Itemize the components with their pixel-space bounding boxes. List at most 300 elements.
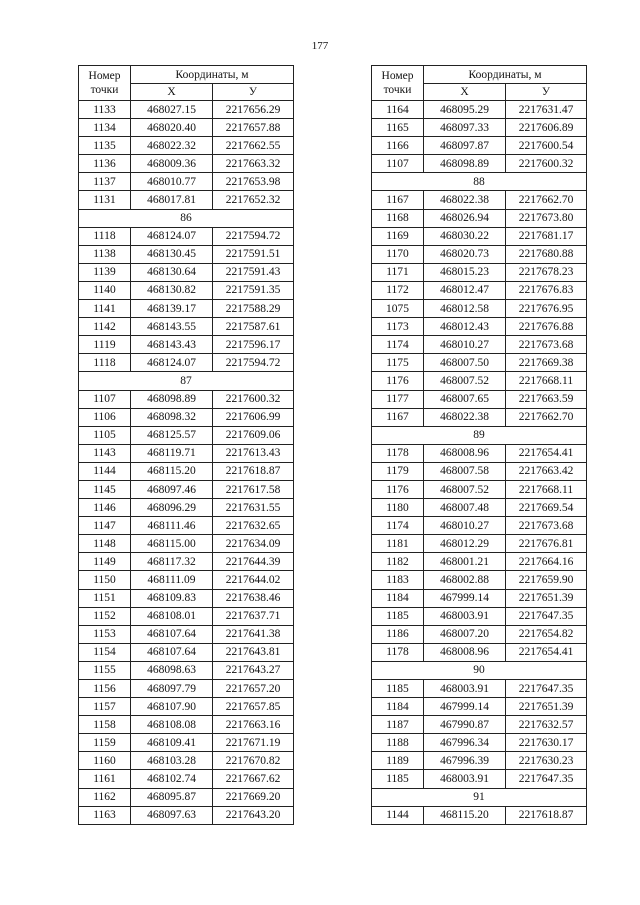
point-number-cell: 1106 bbox=[79, 408, 131, 426]
x-coordinate-cell: 468130.45 bbox=[131, 245, 213, 263]
table-row bbox=[79, 517, 294, 535]
point-number-cell: 1155 bbox=[79, 661, 131, 679]
y-coordinate-cell: 2217654.41 bbox=[506, 444, 587, 462]
point-header-line1: Номер bbox=[88, 70, 121, 82]
y-coordinate-cell: 2217594.72 bbox=[213, 227, 294, 245]
y-coordinate-cell: 2217634.09 bbox=[213, 535, 294, 553]
table-row bbox=[79, 535, 294, 553]
x-coordinate-cell: 468010.77 bbox=[131, 173, 213, 191]
table-row bbox=[372, 263, 587, 281]
point-number-cell: 1160 bbox=[79, 752, 131, 770]
point-number-cell: 1168 bbox=[372, 209, 424, 227]
point-number-cell: 1166 bbox=[372, 137, 424, 155]
point-number-cell: 1139 bbox=[79, 263, 131, 281]
y-coordinate-cell: 2217647.35 bbox=[506, 770, 587, 788]
x-coordinate-cell: 468001.21 bbox=[424, 553, 506, 571]
y-coordinate-cell: 2217651.39 bbox=[506, 589, 587, 607]
point-number-cell: 1165 bbox=[372, 119, 424, 137]
x-coordinate-cell: 468117.32 bbox=[131, 553, 213, 571]
table-row bbox=[372, 716, 587, 734]
table-row bbox=[79, 680, 294, 698]
table-row bbox=[372, 137, 587, 155]
x-coordinate-cell: 468143.43 bbox=[131, 336, 213, 354]
section-number: 87 bbox=[79, 372, 294, 390]
table-row bbox=[372, 589, 587, 607]
x-coordinate-cell: 468097.79 bbox=[131, 680, 213, 698]
section-row bbox=[79, 209, 294, 227]
y-coordinate-cell: 2217657.85 bbox=[213, 698, 294, 716]
x-coordinate-cell: 468003.91 bbox=[424, 770, 506, 788]
table-row bbox=[372, 535, 587, 553]
x-coordinate-cell: 468027.15 bbox=[131, 101, 213, 119]
table-row bbox=[79, 553, 294, 571]
x-coordinate-cell: 468007.52 bbox=[424, 480, 506, 498]
x-coordinate-cell: 467999.14 bbox=[424, 589, 506, 607]
y-coordinate-cell: 2217643.27 bbox=[213, 661, 294, 679]
table-row bbox=[79, 263, 294, 281]
point-number-cell: 1137 bbox=[79, 173, 131, 191]
point-number-cell: 1170 bbox=[372, 245, 424, 263]
section-row bbox=[372, 788, 587, 806]
point-number-cell: 1161 bbox=[79, 770, 131, 788]
x-coordinate-cell: 468007.20 bbox=[424, 625, 506, 643]
table-row bbox=[372, 408, 587, 426]
y-coordinate-cell: 2217681.17 bbox=[506, 227, 587, 245]
y-coordinate-cell: 2217678.23 bbox=[506, 263, 587, 281]
point-number-cell: 1172 bbox=[372, 281, 424, 299]
point-number-cell: 1179 bbox=[372, 462, 424, 480]
point-number-cell: 1177 bbox=[372, 390, 424, 408]
y-coordinate-cell: 2217618.87 bbox=[506, 806, 587, 824]
x-coordinate-cell: 468097.87 bbox=[424, 137, 506, 155]
x-coordinate-cell: 468108.01 bbox=[131, 607, 213, 625]
table-row bbox=[79, 173, 294, 191]
x-coordinate-cell: 468020.73 bbox=[424, 245, 506, 263]
x-coordinate-cell: 468022.38 bbox=[424, 191, 506, 209]
x-coordinate-cell: 468012.58 bbox=[424, 300, 506, 318]
y-coordinate-cell: 2217647.35 bbox=[506, 680, 587, 698]
y-coordinate-cell: 2217643.20 bbox=[213, 806, 294, 824]
point-number-cell: 1184 bbox=[372, 589, 424, 607]
table-body-left bbox=[79, 101, 294, 825]
point-number-cell: 1181 bbox=[372, 535, 424, 553]
y-coordinate-cell: 2217632.65 bbox=[213, 517, 294, 535]
x-coordinate-cell: 468130.82 bbox=[131, 281, 213, 299]
table-row bbox=[79, 354, 294, 372]
point-header-line1: Номер bbox=[381, 70, 414, 82]
x-coordinate-cell: 468109.41 bbox=[131, 734, 213, 752]
y-coordinate-cell: 2217659.90 bbox=[506, 571, 587, 589]
x-coordinate-cell: 467996.39 bbox=[424, 752, 506, 770]
x-coordinate-cell: 467990.87 bbox=[424, 716, 506, 734]
y-coordinate-cell: 2217664.16 bbox=[506, 553, 587, 571]
point-number-cell: 1186 bbox=[372, 625, 424, 643]
y-coordinate-cell: 2217588.29 bbox=[213, 300, 294, 318]
table-row bbox=[79, 752, 294, 770]
point-number-cell: 1149 bbox=[79, 553, 131, 571]
table-row bbox=[79, 227, 294, 245]
table-row bbox=[372, 300, 587, 318]
x-coordinate-cell: 468130.64 bbox=[131, 263, 213, 281]
table-row bbox=[79, 137, 294, 155]
y-coordinate-cell: 2217668.11 bbox=[506, 480, 587, 498]
point-number-header bbox=[372, 66, 424, 101]
table-row bbox=[372, 191, 587, 209]
x-coordinate-cell: 468008.96 bbox=[424, 643, 506, 661]
table-row bbox=[372, 462, 587, 480]
x-coordinate-cell: 468111.09 bbox=[131, 571, 213, 589]
section-number: 91 bbox=[372, 788, 587, 806]
x-coordinate-cell: 468108.08 bbox=[131, 716, 213, 734]
section-row bbox=[372, 426, 587, 444]
x-coordinate-cell: 468098.89 bbox=[131, 390, 213, 408]
point-number-cell: 1185 bbox=[372, 770, 424, 788]
table-row bbox=[372, 734, 587, 752]
y-coordinate-cell: 2217630.23 bbox=[506, 752, 587, 770]
point-number-cell: 1185 bbox=[372, 607, 424, 625]
x-coordinate-cell: 468007.48 bbox=[424, 499, 506, 517]
table-row bbox=[79, 155, 294, 173]
x-coordinate-cell: 468012.43 bbox=[424, 318, 506, 336]
y-coordinate-cell: 2217676.81 bbox=[506, 535, 587, 553]
x-coordinate-cell: 468007.65 bbox=[424, 390, 506, 408]
x-coordinate-cell: 468017.81 bbox=[131, 191, 213, 209]
table-row bbox=[79, 101, 294, 119]
point-number-cell: 1184 bbox=[372, 698, 424, 716]
table-row bbox=[79, 607, 294, 625]
x-coordinate-cell: 468022.32 bbox=[131, 137, 213, 155]
coordinates-table-left bbox=[78, 65, 294, 825]
table-row bbox=[372, 752, 587, 770]
y-coordinate-cell: 2217673.68 bbox=[506, 336, 587, 354]
x-header: X bbox=[131, 84, 213, 101]
table-row bbox=[372, 155, 587, 173]
y-coordinate-cell: 2217663.32 bbox=[213, 155, 294, 173]
x-coordinate-cell: 468098.89 bbox=[424, 155, 506, 173]
y-coordinate-cell: 2217651.39 bbox=[506, 698, 587, 716]
table-row bbox=[79, 571, 294, 589]
table-row bbox=[372, 517, 587, 535]
y-coordinate-cell: 2217654.41 bbox=[506, 643, 587, 661]
section-number: 89 bbox=[372, 426, 587, 444]
point-number-cell: 1176 bbox=[372, 372, 424, 390]
point-number-cell: 1164 bbox=[372, 101, 424, 119]
x-coordinate-cell: 468107.64 bbox=[131, 625, 213, 643]
table-row bbox=[79, 318, 294, 336]
y-coordinate-cell: 2217596.17 bbox=[213, 336, 294, 354]
point-header-line2: точки bbox=[383, 84, 412, 96]
y-coordinate-cell: 2217654.82 bbox=[506, 625, 587, 643]
point-number-cell: 1154 bbox=[79, 643, 131, 661]
table-row bbox=[372, 680, 587, 698]
table-row bbox=[372, 372, 587, 390]
table-row bbox=[79, 281, 294, 299]
x-coordinate-cell: 468095.29 bbox=[424, 101, 506, 119]
section-number: 88 bbox=[372, 173, 587, 191]
table-row bbox=[372, 119, 587, 137]
y-coordinate-cell: 2217670.82 bbox=[213, 752, 294, 770]
table-row bbox=[79, 426, 294, 444]
y-coordinate-cell: 2217618.87 bbox=[213, 462, 294, 480]
point-number-cell: 1163 bbox=[79, 806, 131, 824]
point-number-header bbox=[79, 66, 131, 101]
point-number-cell: 1145 bbox=[79, 480, 131, 498]
table-row bbox=[372, 607, 587, 625]
table-row bbox=[79, 625, 294, 643]
x-coordinate-cell: 467996.34 bbox=[424, 734, 506, 752]
table-row bbox=[372, 770, 587, 788]
y-coordinate-cell: 2217676.83 bbox=[506, 281, 587, 299]
section-row bbox=[79, 372, 294, 390]
y-coordinate-cell: 2217587.61 bbox=[213, 318, 294, 336]
section-row bbox=[372, 173, 587, 191]
point-number-cell: 1147 bbox=[79, 517, 131, 535]
point-number-cell: 1133 bbox=[79, 101, 131, 119]
x-coordinate-cell: 468124.07 bbox=[131, 354, 213, 372]
y-coordinate-cell: 2217657.88 bbox=[213, 119, 294, 137]
y-coordinate-cell: 2217668.11 bbox=[506, 372, 587, 390]
table-row bbox=[79, 245, 294, 263]
point-number-cell: 1150 bbox=[79, 571, 131, 589]
y-coordinate-cell: 2217591.35 bbox=[213, 281, 294, 299]
table-row bbox=[79, 589, 294, 607]
point-number-cell: 1144 bbox=[372, 806, 424, 824]
y-header: У bbox=[506, 84, 587, 101]
y-coordinate-cell: 2217600.54 bbox=[506, 137, 587, 155]
y-coordinate-cell: 2217667.62 bbox=[213, 770, 294, 788]
x-coordinate-cell: 468010.27 bbox=[424, 517, 506, 535]
table-row bbox=[79, 408, 294, 426]
x-coordinate-cell: 468012.47 bbox=[424, 281, 506, 299]
x-coordinate-cell: 468143.55 bbox=[131, 318, 213, 336]
table-row bbox=[79, 390, 294, 408]
x-coordinate-cell: 468097.63 bbox=[131, 806, 213, 824]
point-number-cell: 1167 bbox=[372, 191, 424, 209]
point-header-line2: точки bbox=[90, 84, 119, 96]
x-coordinate-cell: 468007.58 bbox=[424, 462, 506, 480]
x-coordinate-cell: 468115.20 bbox=[424, 806, 506, 824]
y-coordinate-cell: 2217609.06 bbox=[213, 426, 294, 444]
point-number-cell: 1107 bbox=[79, 390, 131, 408]
table-row bbox=[79, 734, 294, 752]
x-coordinate-cell: 468096.29 bbox=[131, 499, 213, 517]
point-number-cell: 1151 bbox=[79, 589, 131, 607]
point-number-cell: 1107 bbox=[372, 155, 424, 173]
x-coordinate-cell: 468008.96 bbox=[424, 444, 506, 462]
y-coordinate-cell: 2217673.68 bbox=[506, 517, 587, 535]
y-header: У bbox=[213, 84, 294, 101]
table-row bbox=[79, 698, 294, 716]
x-coordinate-cell: 468115.20 bbox=[131, 462, 213, 480]
section-row bbox=[372, 661, 587, 679]
point-number-cell: 1174 bbox=[372, 336, 424, 354]
point-number-cell: 1167 bbox=[372, 408, 424, 426]
y-coordinate-cell: 2217652.32 bbox=[213, 191, 294, 209]
table-row bbox=[372, 625, 587, 643]
point-number-cell: 1180 bbox=[372, 499, 424, 517]
table-row bbox=[372, 354, 587, 372]
y-coordinate-cell: 2217653.98 bbox=[213, 173, 294, 191]
table-row bbox=[372, 336, 587, 354]
point-number-cell: 1118 bbox=[79, 227, 131, 245]
table-row bbox=[79, 300, 294, 318]
x-coordinate-cell: 468103.28 bbox=[131, 752, 213, 770]
table-row bbox=[79, 716, 294, 734]
y-coordinate-cell: 2217647.35 bbox=[506, 607, 587, 625]
x-coordinate-cell: 468002.88 bbox=[424, 571, 506, 589]
x-coordinate-cell: 468102.74 bbox=[131, 770, 213, 788]
y-coordinate-cell: 2217600.32 bbox=[506, 155, 587, 173]
y-coordinate-cell: 2217680.88 bbox=[506, 245, 587, 263]
y-coordinate-cell: 2217663.42 bbox=[506, 462, 587, 480]
y-coordinate-cell: 2217637.71 bbox=[213, 607, 294, 625]
point-number-cell: 1178 bbox=[372, 643, 424, 661]
table-row bbox=[372, 209, 587, 227]
table-row bbox=[372, 245, 587, 263]
x-coordinate-cell: 468107.64 bbox=[131, 643, 213, 661]
y-coordinate-cell: 2217657.20 bbox=[213, 680, 294, 698]
y-coordinate-cell: 2217643.81 bbox=[213, 643, 294, 661]
section-number: 90 bbox=[372, 661, 587, 679]
table-row bbox=[372, 281, 587, 299]
point-number-cell: 1157 bbox=[79, 698, 131, 716]
x-coordinate-cell: 468095.87 bbox=[131, 788, 213, 806]
point-number-cell: 1141 bbox=[79, 300, 131, 318]
point-number-cell: 1174 bbox=[372, 517, 424, 535]
x-coordinate-cell: 468115.00 bbox=[131, 535, 213, 553]
section-number: 86 bbox=[79, 209, 294, 227]
x-coordinate-cell: 468003.91 bbox=[424, 680, 506, 698]
point-number-cell: 1144 bbox=[79, 462, 131, 480]
y-coordinate-cell: 2217613.43 bbox=[213, 444, 294, 462]
point-number-cell: 1075 bbox=[372, 300, 424, 318]
point-number-cell: 1118 bbox=[79, 354, 131, 372]
y-coordinate-cell: 2217600.32 bbox=[213, 390, 294, 408]
table-row bbox=[79, 643, 294, 661]
table-row bbox=[79, 770, 294, 788]
point-number-cell: 1183 bbox=[372, 571, 424, 589]
x-coordinate-cell: 467999.14 bbox=[424, 698, 506, 716]
coordinates-table-right bbox=[371, 65, 587, 825]
table-row bbox=[79, 480, 294, 498]
x-coordinate-cell: 468030.22 bbox=[424, 227, 506, 245]
point-number-cell: 1136 bbox=[79, 155, 131, 173]
y-coordinate-cell: 2217662.55 bbox=[213, 137, 294, 155]
x-coordinate-cell: 468098.32 bbox=[131, 408, 213, 426]
y-coordinate-cell: 2217644.02 bbox=[213, 571, 294, 589]
point-number-cell: 1175 bbox=[372, 354, 424, 372]
point-number-cell: 1178 bbox=[372, 444, 424, 462]
point-number-cell: 1188 bbox=[372, 734, 424, 752]
y-coordinate-cell: 2217663.59 bbox=[506, 390, 587, 408]
table-row bbox=[372, 571, 587, 589]
point-number-cell: 1138 bbox=[79, 245, 131, 263]
x-coordinate-cell: 468125.57 bbox=[131, 426, 213, 444]
table-row bbox=[79, 444, 294, 462]
y-coordinate-cell: 2217663.16 bbox=[213, 716, 294, 734]
y-coordinate-cell: 2217669.38 bbox=[506, 354, 587, 372]
table-row bbox=[372, 499, 587, 517]
point-number-cell: 1156 bbox=[79, 680, 131, 698]
y-coordinate-cell: 2217638.46 bbox=[213, 589, 294, 607]
y-coordinate-cell: 2217676.88 bbox=[506, 318, 587, 336]
y-coordinate-cell: 2217631.47 bbox=[506, 101, 587, 119]
point-number-cell: 1159 bbox=[79, 734, 131, 752]
point-number-cell: 1173 bbox=[372, 318, 424, 336]
y-coordinate-cell: 2217671.19 bbox=[213, 734, 294, 752]
point-number-cell: 1176 bbox=[372, 480, 424, 498]
table-row bbox=[372, 806, 587, 824]
y-coordinate-cell: 2217641.38 bbox=[213, 625, 294, 643]
x-coordinate-cell: 468010.27 bbox=[424, 336, 506, 354]
point-number-cell: 1158 bbox=[79, 716, 131, 734]
table-row bbox=[372, 318, 587, 336]
x-coordinate-cell: 468111.46 bbox=[131, 517, 213, 535]
y-coordinate-cell: 2217676.95 bbox=[506, 300, 587, 318]
y-coordinate-cell: 2217644.39 bbox=[213, 553, 294, 571]
x-coordinate-cell: 468139.17 bbox=[131, 300, 213, 318]
point-number-cell: 1134 bbox=[79, 119, 131, 137]
y-coordinate-cell: 2217673.80 bbox=[506, 209, 587, 227]
x-coordinate-cell: 468003.91 bbox=[424, 607, 506, 625]
point-number-cell: 1162 bbox=[79, 788, 131, 806]
table-row bbox=[79, 806, 294, 824]
point-number-cell: 1189 bbox=[372, 752, 424, 770]
table-row bbox=[372, 390, 587, 408]
y-coordinate-cell: 2217606.99 bbox=[213, 408, 294, 426]
y-coordinate-cell: 2217591.51 bbox=[213, 245, 294, 263]
table-row bbox=[79, 191, 294, 209]
x-coordinate-cell: 468124.07 bbox=[131, 227, 213, 245]
point-number-cell: 1148 bbox=[79, 535, 131, 553]
point-number-cell: 1171 bbox=[372, 263, 424, 281]
point-number-cell: 1146 bbox=[79, 499, 131, 517]
point-number-cell: 1182 bbox=[372, 553, 424, 571]
y-coordinate-cell: 2217630.17 bbox=[506, 734, 587, 752]
table-row bbox=[372, 643, 587, 661]
table-row bbox=[79, 661, 294, 679]
x-coordinate-cell: 468015.23 bbox=[424, 263, 506, 281]
table-body-right bbox=[372, 101, 587, 825]
coordinates-header: Координаты, м bbox=[424, 66, 587, 84]
x-coordinate-cell: 468026.94 bbox=[424, 209, 506, 227]
y-coordinate-cell: 2217632.57 bbox=[506, 716, 587, 734]
x-header: X bbox=[424, 84, 506, 101]
table-row bbox=[372, 444, 587, 462]
coordinates-header: Координаты, м bbox=[131, 66, 294, 84]
x-coordinate-cell: 468009.36 bbox=[131, 155, 213, 173]
page-number: 177 bbox=[311, 40, 329, 52]
point-number-cell: 1131 bbox=[79, 191, 131, 209]
y-coordinate-cell: 2217669.54 bbox=[506, 499, 587, 517]
table-row bbox=[372, 101, 587, 119]
y-coordinate-cell: 2217662.70 bbox=[506, 191, 587, 209]
x-coordinate-cell: 468109.83 bbox=[131, 589, 213, 607]
x-coordinate-cell: 468097.46 bbox=[131, 480, 213, 498]
point-number-cell: 1187 bbox=[372, 716, 424, 734]
y-coordinate-cell: 2217656.29 bbox=[213, 101, 294, 119]
y-coordinate-cell: 2217662.70 bbox=[506, 408, 587, 426]
x-coordinate-cell: 468020.40 bbox=[131, 119, 213, 137]
x-coordinate-cell: 468119.71 bbox=[131, 444, 213, 462]
point-number-cell: 1143 bbox=[79, 444, 131, 462]
y-coordinate-cell: 2217631.55 bbox=[213, 499, 294, 517]
table-row bbox=[372, 227, 587, 245]
point-number-cell: 1169 bbox=[372, 227, 424, 245]
y-coordinate-cell: 2217606.89 bbox=[506, 119, 587, 137]
table-row bbox=[79, 499, 294, 517]
point-number-cell: 1153 bbox=[79, 625, 131, 643]
